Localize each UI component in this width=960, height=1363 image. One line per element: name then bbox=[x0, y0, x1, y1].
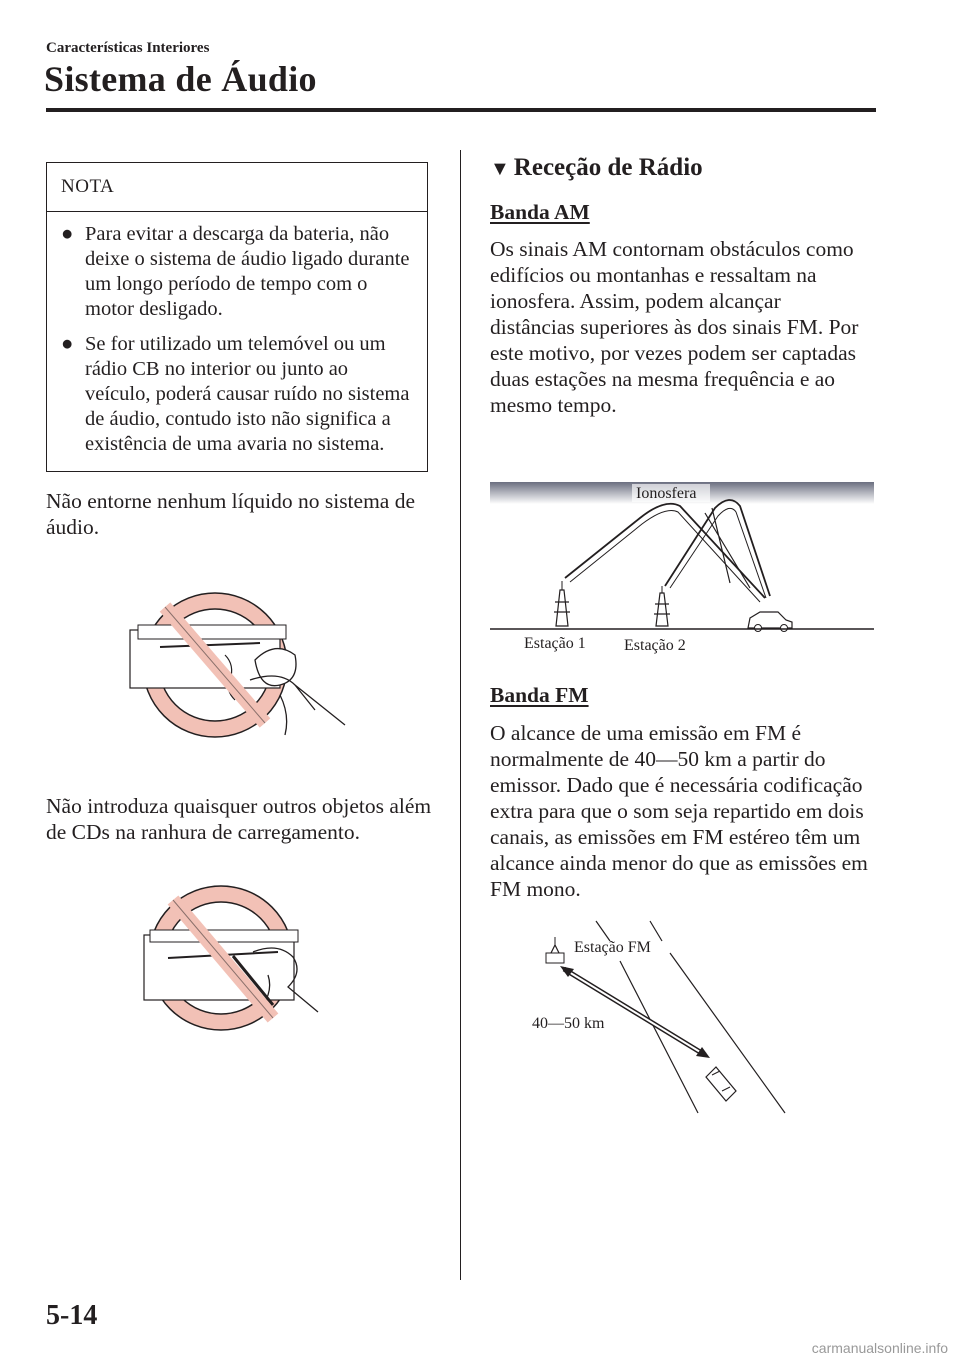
watermark: carmanualsonline.info bbox=[811, 1340, 948, 1356]
station-1-label: Estação 1 bbox=[524, 635, 586, 652]
column-divider bbox=[460, 150, 461, 1280]
nota-item-text: Para evitar a descarga da bateria, não deixe o sistema de áudio ligado durante um longo período de tempo com o motor desligado. bbox=[85, 223, 410, 320]
tower-icon bbox=[654, 586, 670, 626]
station-2-label: Estação 2 bbox=[624, 637, 686, 654]
fm-tower-icon bbox=[546, 937, 564, 963]
no-liquid-illustration bbox=[120, 585, 350, 755]
title-rule bbox=[46, 108, 876, 112]
fm-band-diagram bbox=[520, 915, 800, 1120]
fm-band-heading: Banda FM bbox=[490, 683, 589, 707]
am-band-text: Os sinais AM contornam obstáculos como edifícios ou montanhas e ressaltam na ionosfera. Assim, podem alcançar distâncias superiores às dos sinais FM. Por este motivo, por vezes podem ser captadas duas estações na mesma frequência e ao mesmo tempo. bbox=[490, 237, 859, 417]
fm-station-label: Estação FM bbox=[574, 939, 651, 956]
section-label: Características Interiores bbox=[46, 40, 210, 56]
signal-path bbox=[565, 504, 765, 598]
liquid-warning-text: Não entorne nenhum líquido no sistema de áudio. bbox=[46, 489, 416, 539]
am-band-diagram bbox=[490, 478, 875, 658]
road-edge bbox=[650, 921, 662, 941]
road-edge bbox=[620, 961, 698, 1113]
nota-box bbox=[46, 162, 428, 472]
ionosphere-label: Ionosfera bbox=[636, 485, 697, 502]
page-number: 5-14 bbox=[46, 1300, 98, 1331]
radio-heading-text: Receção de Rádio bbox=[513, 154, 703, 181]
nota-list bbox=[47, 212, 427, 457]
road-edge bbox=[596, 921, 610, 941]
bullet-icon: ● bbox=[61, 333, 74, 355]
nota-item bbox=[61, 332, 415, 457]
triangle-marker-icon: ▼ bbox=[490, 158, 510, 180]
nota-item-text: Se for utilizado um telemóvel ou um rádio CB no interior ou junto ao veículo, poderá causar ruído no sistema de áudio, contudo isto não significa a existência de uma avaria no sistema. bbox=[85, 333, 410, 455]
nota-heading: NOTA bbox=[47, 163, 427, 212]
car-icon bbox=[706, 1067, 736, 1101]
am-band-heading: Banda AM bbox=[490, 200, 590, 224]
objects-warning-text: Não introduza quaisquer outros objetos além de CDs na ranhura de carregamento. bbox=[46, 794, 432, 844]
tower-icon bbox=[554, 581, 570, 626]
fm-band-text: O alcance de uma emissão em FM é normalmente de 40—50 km a partir do emissor. Dado que é necessária codificação extra para que o som seja repartido em dois canais, as emissões em FM estéreo têm um alcance ainda menor do que as emissões em FM mono. bbox=[490, 721, 868, 901]
no-objects-illustration bbox=[138, 880, 348, 1040]
range-label: 40—50 km bbox=[532, 1015, 605, 1032]
bullet-icon: ● bbox=[61, 223, 74, 245]
radio-heading bbox=[490, 154, 703, 182]
nota-item bbox=[61, 222, 415, 322]
page-title: Sistema de Áudio bbox=[44, 59, 317, 99]
